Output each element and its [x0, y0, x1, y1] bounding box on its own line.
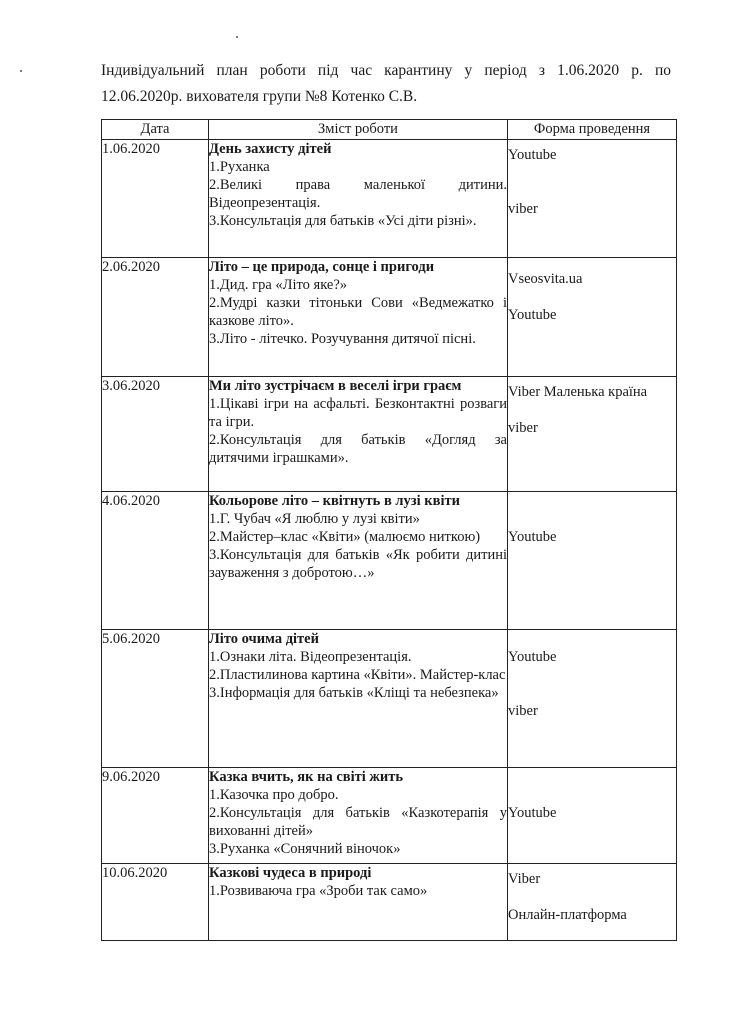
- content-cell: [209, 630, 508, 768]
- table-row: [102, 492, 677, 630]
- content-cell: [209, 140, 508, 258]
- content-cell: [209, 864, 508, 941]
- date-cell: 5.06.2020: [102, 630, 209, 768]
- topic-title: Літо – це природа, сонце і пригоди: [209, 259, 435, 275]
- form-cell: [508, 258, 677, 377]
- date-cell: 3.06.2020: [102, 377, 209, 492]
- activity-item: 1.Г. Чубач «Я люблю у лузі квіти»: [209, 511, 420, 527]
- activity-item: 2.Великі права маленької дитини. Відеопрезентація.: [209, 177, 507, 211]
- activity-item: 1.Дид. гра «Літо яке?»: [209, 277, 348, 293]
- topic-title: Літо очима дітей: [209, 631, 319, 647]
- form-item: Youtube: [508, 529, 557, 545]
- activity-item: 1.Розвиваюча гра «Зроби так само»: [209, 883, 428, 899]
- content-cell: [209, 492, 508, 630]
- table-row: [102, 768, 677, 864]
- date-cell: 4.06.2020: [102, 492, 209, 630]
- document-header: [101, 58, 671, 110]
- activity-item: 3.Літо - літечко. Розучування дитячої пісні.: [209, 331, 476, 347]
- scan-speck: [236, 36, 238, 38]
- form-item: Youtube: [508, 307, 557, 323]
- table-row: [102, 140, 677, 258]
- header-line-2: 12.06.2020р. вихователя групи №8 Котенко С.В.: [101, 88, 418, 105]
- date-cell: 1.06.2020: [102, 140, 209, 258]
- activity-item: 1.Казочка про добро.: [209, 787, 339, 803]
- table-row: [102, 258, 677, 377]
- form-item: Viber Маленька країна: [508, 384, 648, 400]
- form-item: Youtube: [508, 805, 557, 821]
- form-item: Онлайн-платформа: [508, 907, 627, 923]
- activity-item: 2.Пластилинова картина «Квіти». Майстер-клас: [209, 667, 506, 683]
- column-header-date: Дата: [102, 120, 209, 140]
- activity-item: 3.Руханка «Сонячний віночок»: [209, 841, 401, 857]
- activity-item: 3.Консультація для батьків «Усі діти різні».: [209, 213, 477, 229]
- form-cell: [508, 864, 677, 941]
- activity-item: 1.Ознаки літа. Відеопрезентація.: [209, 649, 412, 665]
- topic-title: Ми літо зустрічаєм в веселі ігри граєм: [209, 378, 462, 394]
- form-item: viber: [508, 703, 538, 719]
- topic-title: Кольорове літо – квітнуть в лузі квіти: [209, 493, 460, 509]
- date-cell: 10.06.2020: [102, 864, 209, 941]
- work-plan-table: [101, 119, 677, 941]
- activity-item: 2.Консультація для батьків «Догляд за дитячими іграшками».: [209, 432, 507, 466]
- activity-item: 2.Мудрі казки тітоньки Сови «Ведмежатко і казкове літо».: [209, 295, 507, 329]
- form-item: viber: [508, 201, 538, 217]
- activity-item: 1.Руханка: [209, 159, 270, 175]
- topic-title: День захисту дітей: [209, 141, 332, 157]
- table-row: [102, 377, 677, 492]
- activity-item: 1.Цікаві ігри на асфальті. Безконтактні розваги та ігри.: [209, 396, 507, 430]
- form-cell: [508, 377, 677, 492]
- form-item: Youtube: [508, 147, 557, 163]
- table-row: [102, 864, 677, 941]
- topic-title: Казкові чудеса в природі: [209, 865, 372, 881]
- form-cell: [508, 140, 677, 258]
- form-cell: [508, 630, 677, 768]
- topic-title: Казка вчить, як на світі жить: [209, 769, 404, 785]
- date-cell: 9.06.2020: [102, 768, 209, 864]
- form-cell: [508, 768, 677, 864]
- column-header-form: Форма проведення: [508, 120, 677, 140]
- column-header-content: Зміст роботи: [209, 120, 508, 140]
- table-header-row: [102, 120, 677, 140]
- table-row: [102, 630, 677, 768]
- content-cell: [209, 258, 508, 377]
- form-item: viber: [508, 420, 538, 436]
- form-item: Vseosvita.ua: [508, 271, 583, 287]
- activity-item: 2.Майстер–клас «Квіти» (малюємо ниткою): [209, 529, 481, 545]
- header-line-1: Індивідуальний план роботи під час карантину у період з 1.06.2020 р. по: [101, 62, 671, 79]
- activity-item: 3.Інформація для батьків «Кліщі та небезпека»: [209, 685, 499, 701]
- activity-item: 3.Консультація для батьків «Як робити дитині зауваження з добротою…»: [209, 547, 507, 581]
- scan-speck: [20, 70, 22, 72]
- form-item: Youtube: [508, 649, 557, 665]
- form-cell: [508, 492, 677, 630]
- date-cell: 2.06.2020: [102, 258, 209, 377]
- content-cell: [209, 768, 508, 864]
- activity-item: 2.Консультація для батьків «Казкотерапія у вихованні дітей»: [209, 805, 507, 839]
- form-item: Viber: [508, 871, 541, 887]
- content-cell: [209, 377, 508, 492]
